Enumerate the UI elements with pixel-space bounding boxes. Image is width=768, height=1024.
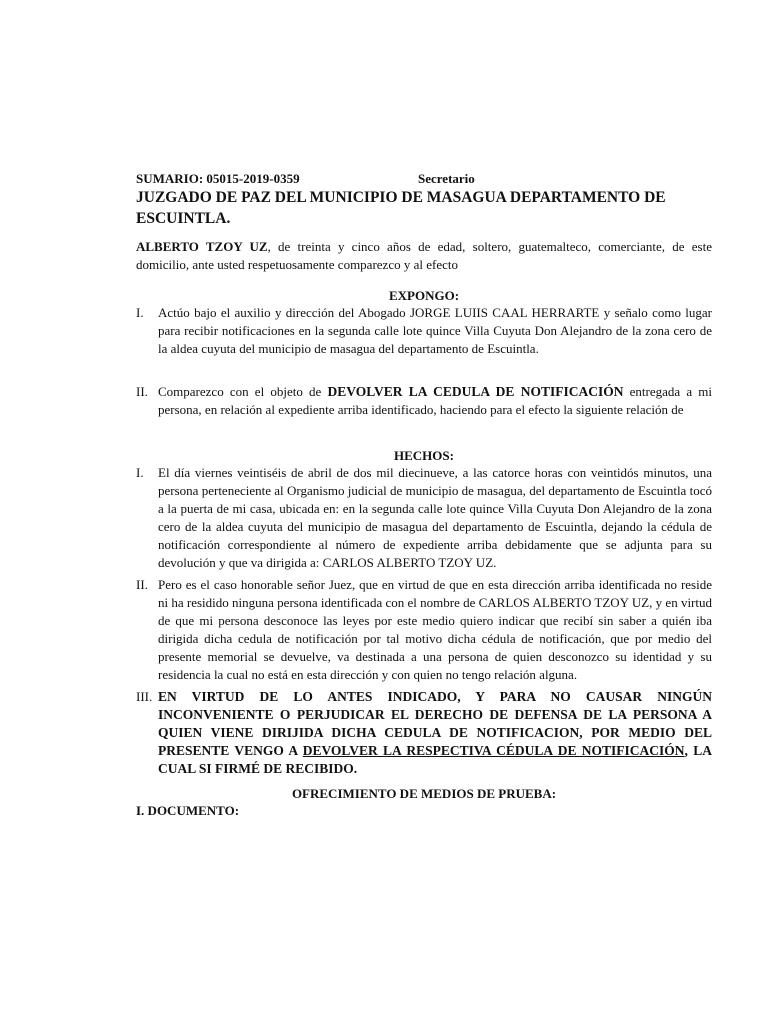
documento-item: I. DOCUMENTO: bbox=[136, 803, 240, 818]
court-title: JUZGADO DE PAZ DEL MUNICIPIO DE MASAGUA DEPARTAMENTO DE ESCUINTLA. bbox=[136, 189, 666, 227]
intro-text: , de treinta y cinco años de edad, soltero, guatemalteco, comerciante, de este domicilio, ante usted respetuosamente comparezco y al efecto bbox=[136, 239, 712, 272]
petitioner-name: ALBERTO TZOY UZ bbox=[136, 239, 268, 254]
item-text-pre: Comparezco con el objeto de bbox=[158, 384, 328, 399]
item-text-bold: DEVOLVER LA CEDULA DE NOTIFICACIÓN bbox=[327, 384, 624, 399]
hechos-item-text bbox=[158, 688, 712, 778]
expongo-item-text bbox=[158, 383, 712, 419]
expongo-item-number: I. bbox=[136, 305, 144, 320]
hechos-item-text: El día viernes veintiséis de abril de dos mil diecinueve, a las catorce horas con veintidós minutos, una persona perteneciente al Organismo judicial de municipio de masagua, del departamento de Escuintla tocó a la puerta de mi casa, ubicada en: en la segunda calle lote quince Villa Cuyuta Don Alejandro de la zona cero de la aldea cuyuta del municipio de masagua del departamento de Escuintla, dejando la cédula de notificación correspondiente al número de expediente arriba debidamente que se adjunta para su devolución y que va dirigida a: CARLOS ALBERTO TZOY UZ. bbox=[158, 465, 712, 570]
item-text-post: , LA CUAL SI FIRMÉ DE RECIBIDO. bbox=[158, 743, 712, 776]
sumario-number: SUMARIO: 05015-2019-0359 bbox=[136, 171, 300, 186]
hechos-item-number: II. bbox=[136, 577, 148, 592]
item-text-post: entregada a mi persona, en relación al expediente arriba identificado, haciendo para el efecto la siguiente relación de bbox=[158, 384, 713, 417]
item-text-pre: EN VIRTUD DE LO ANTES INDICADO, Y PARA NO CAUSAR NINGÚN INCONVENIENTE O PERJUDICAR EL DERECHO DE DEFENSA DE LA PERSONA A QUIEN VIENE DIRIJIDA DICHA CEDULA DE NOTIFICACION, POR MEDIO DEL PRESENTE VENGO A bbox=[158, 689, 712, 758]
hechos-item-text: Pero es el caso honorable señor Juez, que en virtud de que en esta dirección arriba identificada no reside ni ha residido ninguna persona identificada con el nombre de CARLOS ALBERTO TZOY UZ, y en virtud de que mi persona desconoce las leyes por este medio quiero indicar que recibí sin saber a quién iba dirigida dicha cedula de notificación por tal motivo dicha cédula de notificación, que por medio del presente memorial se devuelve, va destinada a una persona de quien desconozco su identidad y su residencia la cual no está en esta dirección y con quien no tengo relación alguna. bbox=[158, 577, 712, 682]
item-text-underlined: DEVOLVER LA RESPECTIVA CÉDULA DE NOTIFICACIÓN bbox=[302, 743, 685, 758]
expongo-item-text: Actúo bajo el auxilio y dirección del Abogado JORGE LUIIS CAAL HERRARTE y señalo como lugar para recibir notificaciones en la segunda calle lote quince Villa Cuyuta Don Alejandro de la zona cero de la aldea cuyuta del municipio de masagua del departamento de Escuintla. bbox=[158, 305, 712, 356]
hechos-item-number: I. bbox=[136, 465, 144, 480]
hechos-item-number: III. bbox=[136, 689, 153, 704]
case-number-line bbox=[136, 170, 712, 188]
intro-paragraph bbox=[136, 238, 712, 274]
secretary-role: Secretario bbox=[418, 171, 475, 186]
expongo-heading: EXPONGO: bbox=[388, 288, 460, 303]
expongo-item-number: II. bbox=[136, 384, 148, 399]
ofrecimiento-heading: OFRECIMIENTO DE MEDIOS DE PRUEBA: bbox=[291, 786, 557, 801]
hechos-heading: HECHOS: bbox=[394, 448, 454, 463]
